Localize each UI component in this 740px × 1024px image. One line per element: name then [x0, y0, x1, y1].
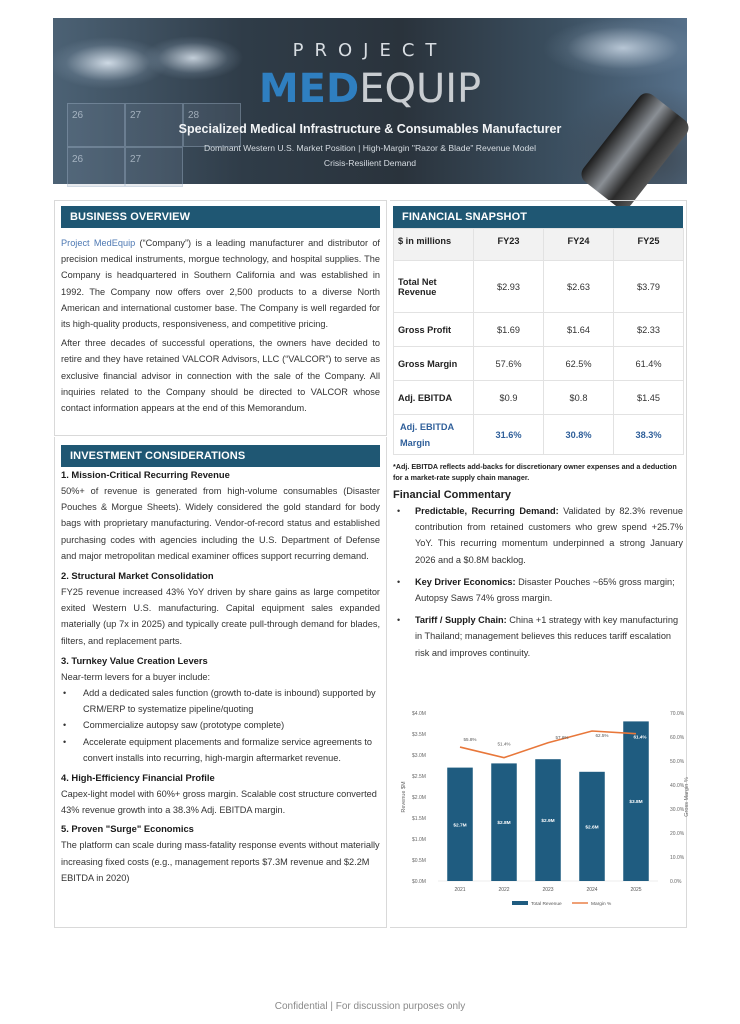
title-rest: EQUIP: [359, 66, 482, 112]
financial-snapshot-section: [390, 200, 690, 928]
list-item: [393, 503, 683, 568]
line-data-label: 51.4%: [497, 741, 511, 747]
business-overview-body: [55, 228, 386, 416]
y-tick-label: $2.0M: [412, 795, 426, 801]
table-cell: 30.8%: [544, 415, 614, 455]
y2-tick-label: 20.0%: [670, 831, 685, 837]
column-header: FY25: [614, 229, 684, 261]
investment-considerations-heading: INVESTMENT CONSIDERATIONS: [61, 445, 380, 467]
consideration-item: [61, 467, 380, 564]
consideration-item: [61, 653, 380, 766]
consideration-title: 1. Mission-Critical Recurring Revenue: [61, 469, 230, 480]
y2-tick-label: 30.0%: [670, 807, 685, 813]
table-row: [394, 381, 684, 415]
y2-tick-label: 70.0%: [670, 711, 685, 717]
commentary-list: [390, 503, 686, 661]
table-cell: 31.6%: [474, 415, 544, 455]
list-item: [393, 612, 683, 661]
bar-data-label: $2.9M: [541, 819, 555, 825]
table-cell: 38.3%: [614, 415, 684, 455]
drawer-number: 27: [130, 110, 142, 121]
drawer-number: 26: [72, 110, 84, 121]
investment-considerations-section: [54, 437, 387, 928]
column-header: FY24: [544, 229, 614, 261]
commentary-text: China +1 strategy with key manufacturing in Thailand; management believes this reduces tariff escalation risk and improves continuity.: [415, 615, 679, 658]
x-tick-label: 2024: [586, 887, 598, 893]
drawer-number: 28: [188, 110, 200, 121]
row-label-line: Adj. EBITDA: [400, 421, 455, 432]
column-header: $ in millions: [394, 229, 474, 261]
line-data-label: 62.5%: [595, 733, 609, 738]
drawer-number: 27: [130, 154, 142, 165]
table-row: [394, 261, 684, 313]
y2-tick-label: 50.0%: [670, 759, 685, 765]
commentary-lead: Tariff / Supply Chain:: [415, 615, 507, 626]
consideration-text: FY25 revenue increased 43% YoY driven by share gains as large competitor exited Western U.S. manufacturing. Capital equipment sales expanded materially (up 7x in 2025) and typically create pull-through demand for blades, filters, and replacement parts.: [61, 587, 380, 646]
y-tick-label: $4.0M: [412, 711, 426, 717]
list-item: [393, 574, 683, 606]
list-item: • Accelerate equipment placements and formalize service agreements to convert installs into recurring, high-margin aftermarket revenue.: [61, 734, 380, 766]
consideration-title: 4. High-Efficiency Financial Profile: [61, 772, 215, 784]
y-tick-label: $0.5M: [412, 858, 426, 864]
table-cell: $2.63: [544, 261, 614, 313]
y-tick-label: $0.0M: [412, 879, 426, 885]
investment-considerations-body: [55, 467, 386, 886]
company-name-link[interactable]: Project MedEquip: [61, 238, 136, 248]
y-tick-label: $3.0M: [412, 753, 426, 759]
table-cell: 62.5%: [544, 347, 614, 381]
banner-tagline: Specialized Medical Infrastructure & Consumables Manufacturer: [178, 122, 562, 136]
legend-label: Total Revenue: [531, 902, 562, 907]
financial-snapshot-heading: FINANCIAL SNAPSHOT: [393, 206, 683, 228]
confidential-footer: Confidential | For discussion purposes only: [274, 1001, 466, 1012]
value-levers-list: [61, 685, 380, 766]
title-highlight: MED: [258, 66, 360, 112]
commentary-lead: Key Driver Economics:: [415, 576, 516, 587]
overview-paragraph-2: After three decades of successful operations, the owners have decided to retire and they have retained VALCOR Advisors, LLC (“VALCOR”) to serve as exclusive financial advisor in connection with the sale of the Company. All inquiries related to the Company should be directed to VALCOR whose contact information appears at the end of this Memorandum.: [61, 338, 380, 414]
bar-data-label: $3.8M: [629, 800, 643, 806]
business-overview-section: [54, 200, 387, 436]
overview-paragraph-text: (“Company”) is a leading manufacturer and distributor of precision medical instruments, morgue technology, and hospital supplies. The Company is headquartered in Southern California and was established in 1992. The Company now offers over 2,500 products to a diverse North American and international customer base. The Company is well regarded for its high-quality products, responsiveness, and competitive pricing.: [61, 238, 380, 330]
y2-tick-label: 60.0%: [670, 735, 685, 741]
overview-paragraph: [61, 235, 380, 332]
legend-label: Margin %: [591, 902, 612, 907]
list-item: • Add a dedicated sales function (growth to-date is inbound) supported by CRM/ERP to systematize pipeline/quoting: [61, 685, 380, 717]
business-overview-heading: BUSINESS OVERVIEW: [61, 206, 380, 228]
row-label: [394, 415, 474, 455]
consideration-text: The platform can scale during mass-fatality response events without materially increasing fixed costs (e.g., management reports $7.3M revenue and $2.2M EBITDA in 2020): [61, 840, 380, 883]
consideration-title: 5. Proven "Surge" Economics: [61, 823, 194, 835]
table-cell: $3.79: [614, 261, 684, 313]
legend-swatch-total-revenue: [512, 901, 528, 905]
table-header-row: [394, 229, 684, 261]
line-data-label: 61.4%: [633, 734, 647, 740]
hero-banner: [53, 18, 687, 184]
table-row: [394, 347, 684, 381]
bar-data-label: $2.6M: [585, 825, 599, 831]
table-row: [394, 313, 684, 347]
banner-subtitle: Dominant Western U.S. Market Position | High-Margin "Razor & Blade" Revenue Model: [203, 143, 536, 153]
y2-tick-label: 0.0%: [670, 879, 682, 885]
commentary-text: Validated by 82.3% revenue contribution from retained customers who grew spend +25.7% YoY. This recurring momentum underpinned a strong January 2026 and a $0.8M backlog.: [415, 506, 684, 565]
x-tick-label: 2025: [630, 887, 642, 893]
financial-snapshot-table: [393, 228, 684, 455]
table-row-highlight: [394, 415, 684, 455]
table-cell: $0.9: [474, 381, 544, 415]
commentary-lead: Predictable, Recurring Demand:: [415, 506, 559, 516]
line-data-label: 55.8%: [463, 737, 477, 743]
line-data-label: 57.6%: [555, 734, 569, 740]
bar-data-label: $2.7M: [453, 823, 467, 829]
consideration-text: Capex-light model with 60%+ gross margin. Scalable cost structure converted 43% revenue growth into a 38.3% Adj. EBITDA margin.: [61, 789, 377, 816]
row-label: Total Net Revenue: [394, 261, 474, 313]
y-tick-label: $3.5M: [412, 732, 426, 738]
table-cell: $0.8: [544, 381, 614, 415]
table-cell: $1.64: [544, 313, 614, 347]
list-item: • Commercialize autopsy saw (prototype complete): [61, 717, 380, 733]
y2-tick-label: 40.0%: [670, 783, 685, 789]
consideration-text: Near-term levers for a buyer include:: [61, 671, 211, 682]
row-label: Adj. EBITDA: [394, 381, 474, 415]
x-tick-label: 2023: [542, 887, 554, 893]
drawer-number: 26: [72, 154, 84, 165]
y-tick-label: $2.5M: [412, 774, 426, 780]
table-cell: $2.33: [614, 313, 684, 347]
line-margin-pct: [460, 731, 636, 758]
banner-title: [53, 65, 687, 113]
y-tick-label: $1.0M: [412, 837, 426, 843]
commentary-text: Disaster Pouches ~65% gross margin; Autopsy Saws 74% gross margin.: [415, 576, 675, 604]
consideration-item: [61, 821, 380, 886]
row-label-line: Margin: [400, 437, 431, 448]
y-axis-title: Revenue $M: [401, 781, 407, 813]
consideration-item: [61, 568, 380, 649]
table-cell: $1.69: [474, 313, 544, 347]
x-tick-label: 2021: [454, 887, 466, 893]
y-tick-label: $1.5M: [412, 816, 426, 822]
consideration-item: [61, 770, 380, 818]
consideration-title: 2. Structural Market Consolidation: [61, 570, 214, 582]
consideration-title: 3. Turnkey Value Creation Levers: [61, 654, 208, 666]
x-tick-label: 2022: [498, 887, 510, 893]
banner-project-label: PROJECT: [292, 40, 448, 61]
table-cell: $2.93: [474, 261, 544, 313]
table-cell: 57.6%: [474, 347, 544, 381]
y2-tick-label: 10.0%: [670, 855, 685, 861]
ebitda-footnote: *Adj. EBITDA reflects add-backs for discretionary owner expenses and a deduction for a market-rate supply chain manager.: [393, 462, 677, 482]
banner-subtitle-2: Crisis-Resilient Demand: [323, 158, 417, 168]
row-label: Gross Margin: [394, 347, 474, 381]
table-cell: 61.4%: [614, 347, 684, 381]
table-cell: $1.45: [614, 381, 684, 415]
consideration-text: 50%+ of revenue is generated from high-volume consumables (Disaster Pouches & Morgue Sheets). Widely considered the gold standard for body bags with proprietary manufacturing. Vendor-of-record status and established purchasing codes with agencies including the U.S. Department of Defense and major metropolitan medical examiner offices support recurring demand.: [61, 486, 380, 561]
column-header: FY23: [474, 229, 544, 261]
y2-axis-title: Gross Margin %: [684, 777, 690, 817]
commentary-title: Financial Commentary: [393, 489, 511, 501]
bar-data-label: $2.8M: [497, 821, 511, 827]
row-label: Gross Profit: [394, 313, 474, 347]
revenue-margin-chart: [394, 691, 690, 921]
